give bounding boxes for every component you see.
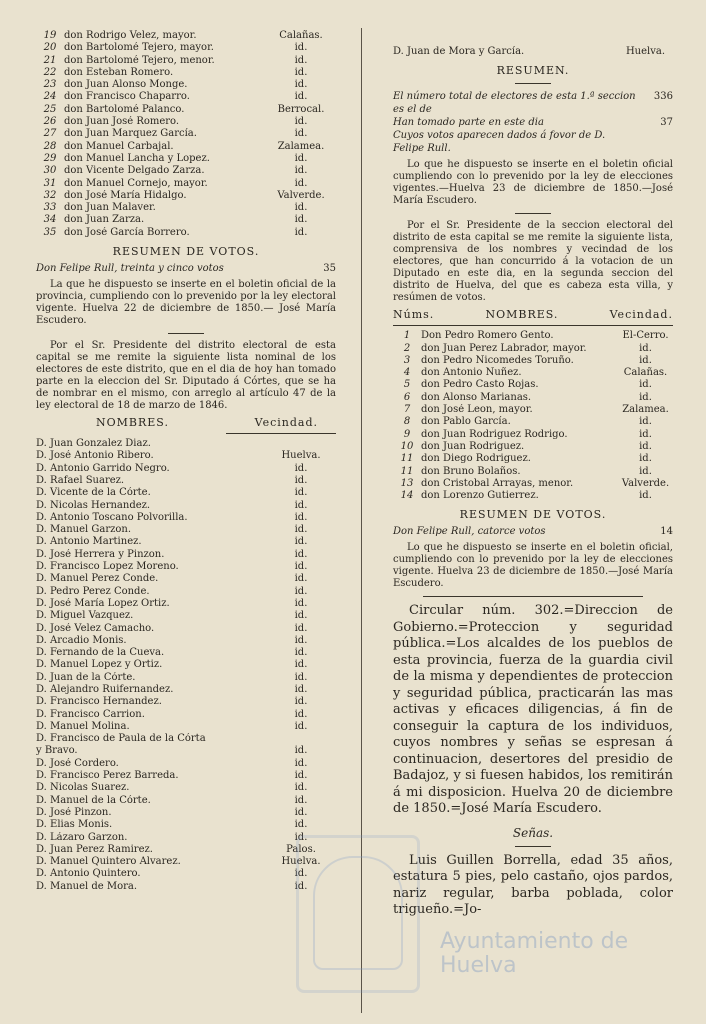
elector-vecindad: id. (294, 226, 308, 238)
elector-name: don José María Hidalgo. (64, 189, 187, 201)
short-rule (168, 333, 204, 334)
elector-row (36, 91, 336, 103)
elector-vecindad: id. (294, 54, 308, 66)
header-rule (226, 433, 336, 434)
elector-row (36, 536, 336, 548)
elector-name: D. Nicolas Suarez. (36, 782, 130, 794)
circular-paragraph: Circular núm. 302.=Direccion de Gobierno.=Proteccion y seguridad pública.=Los alcaldes de los pueblos de esta provincia, fuerza de la guardia civil de la misma y dependientes de proteccion y seguridad pública, practicarán las mas activas y eficaces diligencias, á fin de conseguir la captura de los individuos, cuyos nombres y señas se espresan á continuacion, desertores del presidio de Badajoz, y si fuesen habidos, los remitirán á mi disposicion. Huelva 20 de diciembre de 1850.=José María Escudero. (393, 603, 673, 817)
section-rule (423, 596, 643, 597)
elector-vecindad: id. (294, 831, 308, 843)
elector-num: 11 (400, 453, 414, 465)
elector-name: D. Alejandro Ruifernandez. (36, 683, 174, 695)
header-vecindad: Vecindad. (609, 308, 673, 322)
left-column (36, 30, 336, 893)
elector-row (36, 782, 336, 794)
elector-vecindad: id. (294, 868, 308, 880)
elector-name: D. Francisco Carrion. (36, 708, 145, 720)
list-header (36, 416, 336, 429)
elector-vecindad: id. (639, 490, 652, 502)
elector-vecindad: id. (294, 487, 308, 499)
elector-row (36, 561, 336, 573)
elector-row (36, 586, 336, 598)
elector-row (36, 832, 336, 844)
elector-vecindad: Zalamea. (622, 404, 669, 416)
notice-paragraph-3: Lo que he dispuesto se inserte en el boletin oficial cumpliendo con lo prevenido por la ley de elecciones vigentes.—Huelva 23 de diciembre de 1850.—José María Escudero. (393, 159, 673, 207)
elector-name: D. Antonio Garrido Negro. (36, 462, 170, 474)
elector-name: D. Manuel Quintero Alvarez. (36, 856, 181, 868)
elector-name: D. Francisco de Paula de la Córta (36, 733, 206, 745)
elector-name: D. Vicente de la Córte. (36, 487, 151, 499)
elector-vecindad: id. (294, 165, 308, 177)
elector-vecindad: id. (294, 720, 308, 732)
elector-row (36, 487, 336, 499)
elector-list-right (393, 330, 673, 502)
elector-row (36, 42, 336, 54)
elector-row (393, 404, 673, 416)
short-rule (515, 83, 551, 84)
elector-num: 20 (43, 42, 57, 54)
resumen-votos-heading: RESUMEN DE VOTOS. (112, 245, 260, 259)
elector-vecindad: id. (294, 536, 308, 548)
elector-row (36, 795, 336, 807)
top-entry-loc: Huelva. (625, 46, 666, 57)
elector-row (393, 379, 673, 391)
elector-num: 29 (43, 152, 57, 164)
elector-name: D. José Antonio Ribero. (36, 450, 154, 462)
elector-vecindad: El-Cerro. (622, 330, 669, 342)
resumen-votos-line (36, 262, 336, 275)
elector-row (36, 450, 336, 462)
elector-vecindad: id. (294, 782, 308, 794)
elector-name: D. Arcadio Monis. (36, 634, 127, 646)
elector-num: 33 (43, 202, 57, 214)
notice-paragraph-1: La que he dispuesto se inserte en el boletin oficial de la provincia, cumpliendo con lo prevenido por la ley electoral vigente. Huelva 22 de diciembre de 1850.— José María Escudero. (36, 279, 336, 327)
elector-row (36, 623, 336, 635)
resumen-votos-value: 35 (323, 263, 336, 275)
elector-name: don Pedro Nicomedes Toruño. (421, 354, 574, 366)
elector-name: D. Elias Monis. (36, 819, 113, 831)
elector-name: don Juan Rodriguez Rodrigo. (421, 428, 568, 440)
elector-name: don José García Borrero. (64, 226, 190, 238)
elector-row (393, 343, 673, 355)
elector-name: D. Antonio Toscano Polvorilla. (36, 511, 188, 523)
summary-text: Han tomado parte en este dia (393, 117, 544, 129)
elector-row (36, 500, 336, 512)
top-entry-name: D. Juan de Mora y García. (393, 46, 525, 57)
elector-name: D. José Herrera y Pinzon. (36, 548, 165, 560)
elector-name: don Rodrigo Velez, mayor. (64, 30, 197, 41)
elector-num: 10 (400, 440, 414, 452)
elector-vecindad: id. (294, 177, 308, 189)
elector-row (393, 416, 673, 428)
elector-row (36, 672, 336, 684)
elector-row (36, 721, 336, 733)
elector-name: don Juan Zarza. (64, 214, 145, 226)
elector-row (393, 490, 673, 502)
elector-num: 22 (43, 66, 57, 78)
resumen-votos-line-2 (393, 525, 673, 538)
elector-row (36, 67, 336, 79)
elector-name: don Manuel Lancha y Lopez. (64, 152, 210, 164)
elector-row (36, 128, 336, 140)
elector-row (36, 463, 336, 475)
elector-name: D. Rafael Suarez. (36, 474, 125, 486)
elector-row (36, 190, 336, 202)
elector-name: don Esteban Romero. (64, 66, 174, 78)
elector-name: D. Juan Perez Ramirez. (36, 843, 153, 855)
elector-num: 11 (400, 465, 414, 477)
elector-vecindad: id. (639, 428, 652, 440)
archive-stamp (296, 835, 420, 993)
senas-heading: Señas. (512, 825, 554, 840)
summary-value: 37 (660, 117, 673, 129)
elector-name: don Bartolomé Palanco. (64, 103, 185, 115)
elector-num: 4 (403, 367, 411, 379)
elector-name: D. Francisco Hernandez. (36, 696, 162, 708)
elector-num: 26 (43, 116, 57, 128)
elector-vecindad: id. (294, 152, 308, 164)
elector-row (36, 79, 336, 91)
elector-row (393, 367, 673, 379)
elector-name: D. Manuel Lopez y Ortiz. (36, 659, 163, 671)
elector-vecindad: id. (294, 880, 308, 892)
elector-num: 30 (43, 165, 57, 177)
senas-paragraph: Luis Guillen Borrella, edad 35 años, estatura 5 pies, pelo castaño, ojos pardos, nariz regular, barba poblada, color trigueño.=Jo- (393, 852, 673, 918)
elector-vecindad: id. (294, 634, 308, 646)
elector-vecindad: id. (294, 622, 308, 634)
elector-row (36, 868, 336, 880)
elector-row (393, 355, 673, 367)
elector-name: don Diego Rodriguez. (421, 453, 531, 465)
resumen-votos-text-2: Don Felipe Rull, catorce votos (393, 526, 546, 538)
elector-vecindad: id. (294, 462, 308, 474)
elector-vecindad: id. (294, 597, 308, 609)
elector-vecindad: id. (639, 416, 652, 428)
elector-name: D. Manuel Molina. (36, 720, 130, 732)
elector-row (393, 453, 673, 465)
elector-vecindad: id. (294, 708, 308, 720)
elector-num: 13 (400, 477, 414, 489)
elector-num: 19 (43, 30, 57, 41)
header-rule (393, 325, 673, 326)
elector-num: 1 (403, 330, 411, 342)
elector-row (36, 856, 336, 868)
right-list-header (393, 308, 673, 321)
elector-vecindad: id. (294, 696, 308, 708)
elector-vecindad: Huelva. (281, 450, 321, 462)
elector-row (36, 819, 336, 831)
elector-name: Don Pedro Romero Gento. (421, 330, 554, 342)
elector-name: don Juan Marquez García. (64, 128, 197, 140)
elector-vecindad: id. (294, 671, 308, 683)
summary-text: El número total de electores de esta 1.ª seccion es el de (393, 91, 636, 116)
elector-vecindad: Huelva. (281, 856, 321, 868)
elector-num: 3 (403, 354, 411, 366)
elector-vecindad: id. (294, 511, 308, 523)
elector-vecindad: id. (294, 757, 308, 769)
elector-vecindad: id. (639, 379, 652, 391)
elector-vecindad: Valverde. (621, 477, 670, 489)
elector-name: D. Lázaro Garzon. (36, 831, 128, 843)
elector-name: don Antonio Nuñez. (421, 367, 522, 379)
elector-row (393, 478, 673, 490)
summary-line (393, 129, 673, 155)
header-names: NOMBRES. (96, 416, 169, 430)
elector-vecindad: id. (294, 116, 308, 128)
elector-row (36, 475, 336, 487)
watermark-text: Ayuntamiento de Huelva (440, 929, 629, 978)
elector-row (36, 55, 336, 67)
elector-row (36, 684, 336, 696)
elector-num: 9 (403, 428, 411, 440)
elector-num: 24 (43, 91, 57, 103)
elector-row (36, 30, 336, 42)
elector-row (36, 659, 336, 671)
elector-name: don Juan Alonso Monge. (64, 79, 188, 91)
elector-row (36, 881, 336, 893)
elector-name: D. Manuel de Mora. (36, 880, 138, 892)
elector-vecindad: id. (639, 453, 652, 465)
elector-row (36, 758, 336, 770)
elector-num: 14 (400, 490, 414, 502)
elector-vecindad: id. (294, 524, 308, 536)
resumen-votos-heading-2: RESUMEN DE VOTOS. (459, 508, 607, 522)
elector-vecindad: id. (294, 659, 308, 671)
elector-name: don José Leon, mayor. (421, 404, 533, 416)
summary-value: 336 (653, 91, 673, 103)
elector-name: don Lorenzo Gutierrez. (421, 490, 539, 502)
elector-name: D. Pedro Perez Conde. (36, 585, 150, 597)
elector-name: don Juan Perez Labrador, mayor. (421, 342, 587, 354)
elector-num: 34 (43, 214, 57, 226)
resumen-summary (393, 90, 673, 155)
elector-name: don Pablo García. (421, 416, 511, 428)
summary-line (393, 116, 673, 129)
elector-num: 8 (403, 416, 411, 428)
elector-row (36, 512, 336, 524)
elector-row (36, 807, 336, 819)
elector-row (36, 844, 336, 856)
elector-vecindad: id. (294, 770, 308, 782)
elector-vecindad: id. (294, 474, 308, 486)
elector-vecindad: id. (294, 91, 308, 103)
elector-name: D. Antonio Martinez. (36, 536, 142, 548)
elector-name: D. Antonio Quintero. (36, 868, 141, 880)
elector-vecindad: id. (294, 585, 308, 597)
resumen-heading: RESUMEN. (496, 64, 570, 78)
notice-paragraph-2: Por el Sr. Presidente del distrito electoral de esta capital se me remite la siguiente lista nominal de los electores de este distrito, que en el dia de hoy han tomado parte en la eleccion del Sr. Diputado á Córtes, que se ha de nombrar en el mismo, con arreglo al artículo 47 de la ley electoral de 18 de marzo de 1846. (36, 340, 336, 412)
elector-row (36, 214, 336, 226)
elector-name: D. Manuel Garzon. (36, 524, 132, 536)
elector-num: 31 (43, 177, 57, 189)
elector-vecindad: Valverde. (277, 189, 325, 201)
elector-row (36, 153, 336, 165)
elector-vecindad: Calañas. (623, 367, 668, 379)
elector-row (393, 441, 673, 453)
elector-name: D. José María Lopez Ortiz. (36, 597, 170, 609)
elector-vecindad: id. (294, 683, 308, 695)
elector-vecindad: id. (294, 128, 308, 140)
elector-name: don Manuel Cornejo, mayor. (64, 177, 208, 189)
resumen-votos-text: Don Felipe Rull, treinta y cinco votos (36, 263, 224, 275)
elector-row (36, 770, 336, 782)
elector-row (36, 178, 336, 190)
elector-row (36, 141, 336, 153)
elector-num: 7 (403, 404, 411, 416)
elector-name: don Pedro Casto Rojas. (421, 379, 539, 391)
notice-paragraph-4: Por el Sr. Presidente de la seccion electoral del distrito de esta capital se me remite la siguiente lista, comprensiva de los nombres y vecindad de los electores, que han concurrido á la votacion de un Diputado en este dia, en la segunda seccion del distrito de Huelva, del que es cabeza esta villa, y resúmen de votos. (393, 220, 673, 304)
elector-num: 5 (403, 379, 411, 391)
summary-line (393, 90, 673, 116)
elector-vecindad: id. (294, 745, 308, 757)
elector-vecindad: Calañas. (279, 30, 323, 41)
elector-num: 27 (43, 128, 57, 140)
elector-row (36, 202, 336, 214)
elector-name: D. Juan de la Córte. (36, 671, 136, 683)
elector-vecindad: id. (294, 499, 308, 511)
right-column (393, 30, 673, 919)
header-names: NOMBRES. (485, 308, 559, 322)
elector-name: don Francisco Chaparro. (64, 91, 190, 103)
elector-name: don Cristobal Arrayas, menor. (421, 477, 574, 489)
elector-row (36, 573, 336, 585)
elector-list-top (36, 30, 336, 239)
elector-row (36, 165, 336, 177)
elector-vecindad: id. (639, 391, 652, 403)
elector-name: don Bruno Bolaños. (421, 465, 521, 477)
elector-vecindad: id. (294, 42, 308, 54)
top-entry (393, 46, 673, 58)
elector-name: D. Fernando de la Cueva. (36, 647, 165, 659)
elector-row (36, 598, 336, 610)
elector-row (36, 116, 336, 128)
elector-row (36, 733, 336, 745)
elector-name: don Vicente Delgado Zarza. (64, 165, 205, 177)
elector-row (36, 610, 336, 622)
elector-name: don Bartolomé Tejero, menor. (64, 54, 215, 66)
elector-vecindad: id. (294, 214, 308, 226)
elector-name: D. Francisco Perez Barreda. (36, 770, 179, 782)
elector-name: don Alonso Marianas. (421, 391, 532, 403)
elector-row (36, 524, 336, 536)
elector-vecindad: id. (294, 806, 308, 818)
elector-vecindad: id. (294, 66, 308, 78)
elector-vecindad: id. (639, 465, 652, 477)
resumen-votos-value-2: 14 (660, 526, 673, 538)
elector-name: don Juan Malaver. (64, 202, 156, 214)
elector-vecindad: Zalamea. (277, 140, 325, 152)
elector-vecindad: id. (294, 819, 308, 831)
elector-row (36, 696, 336, 708)
elector-num: 25 (43, 103, 57, 115)
elector-name: D. José Velez Camacho. (36, 622, 155, 634)
elector-name: D. José Pinzon. (36, 806, 112, 818)
elector-name: y Bravo. (36, 745, 78, 757)
elector-num: 23 (43, 79, 57, 91)
elector-vecindad: id. (294, 202, 308, 214)
elector-vecindad: Berrocal. (277, 103, 325, 115)
elector-name: don Manuel Carbajal. (64, 140, 174, 152)
elector-num: 28 (43, 140, 57, 152)
elector-name: don Juan Rodriguez. (421, 440, 525, 452)
elector-list-main (36, 438, 336, 893)
elector-vecindad: id. (294, 79, 308, 91)
elector-name: D. Miguel Vazquez. (36, 610, 134, 622)
elector-row (393, 429, 673, 441)
elector-vecindad: id. (294, 647, 308, 659)
elector-row (393, 466, 673, 478)
notice-paragraph-5: Lo que he dispuesto se inserte en el boletin oficial, cumpliendo con lo prevenido por la ley de elecciones vigente. Huelva 23 de diciembre de 1850.—José María Escudero. (393, 542, 673, 590)
elector-name: D. José Cordero. (36, 757, 119, 769)
elector-vecindad: id. (639, 354, 652, 366)
summary-value (639, 129, 673, 155)
elector-num: 35 (43, 226, 57, 238)
header-num: Núms. (393, 308, 435, 322)
short-rule (515, 846, 551, 847)
elector-vecindad: id. (294, 794, 308, 806)
elector-name: don Juan José Romero. (64, 116, 180, 128)
elector-num: 6 (403, 391, 411, 403)
elector-row (36, 438, 336, 450)
elector-name: D. Manuel Perez Conde. (36, 573, 159, 585)
elector-row (36, 227, 336, 239)
elector-vecindad: id. (294, 548, 308, 560)
short-rule (515, 213, 551, 214)
elector-row (36, 635, 336, 647)
summary-text: Cuyos votos aparecen dados á fovor de D. Felipe Rull. (393, 130, 606, 155)
elector-name: don Bartolomé Tejero, mayor. (64, 42, 214, 54)
header-vecindad: Vecindad. (254, 416, 318, 430)
elector-vecindad: id. (294, 610, 308, 622)
elector-vecindad: id. (639, 342, 652, 354)
elector-row (36, 745, 336, 757)
elector-vecindad: id. (294, 573, 308, 585)
elector-name: D. Manuel de la Córte. (36, 794, 151, 806)
elector-vecindad: Palos. (286, 843, 316, 855)
elector-name: D. Juan Gonzalez Diaz. (36, 438, 151, 450)
elector-name: D. Francisco Lopez Moreno. (36, 561, 179, 573)
elector-num: 32 (43, 189, 57, 201)
elector-row (36, 647, 336, 659)
elector-name: D. Nicolas Hernandez. (36, 499, 151, 511)
elector-row (36, 709, 336, 721)
elector-row (36, 104, 336, 116)
elector-num: 21 (43, 54, 57, 66)
elector-row (393, 392, 673, 404)
elector-row (36, 549, 336, 561)
elector-vecindad: id. (294, 561, 308, 573)
elector-row (393, 330, 673, 342)
elector-num: 2 (403, 342, 411, 354)
elector-vecindad: id. (639, 440, 652, 452)
